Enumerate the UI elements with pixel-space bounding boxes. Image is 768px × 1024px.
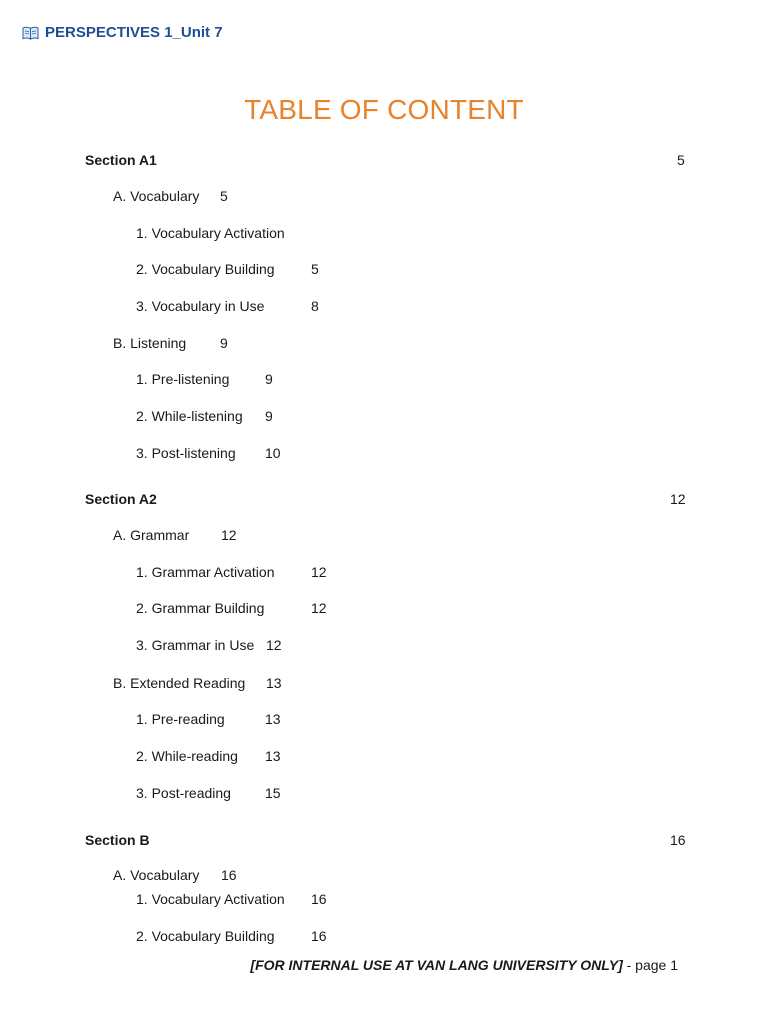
toc-page-number: 16 bbox=[311, 928, 327, 944]
toc-page-number: 5 bbox=[677, 152, 685, 168]
toc-label: A. Grammar bbox=[113, 527, 190, 543]
toc-label: 3. Post-reading bbox=[136, 785, 231, 801]
page-footer bbox=[0, 957, 678, 973]
toc-label: 2. Grammar Building bbox=[136, 600, 265, 616]
toc-label: 2. Vocabulary Building bbox=[136, 928, 275, 944]
toc-page-number: 13 bbox=[265, 711, 281, 727]
footer-notice: [FOR INTERNAL USE AT VAN LANG UNIVERSITY ONLY] bbox=[250, 957, 623, 973]
toc-page-number: 16 bbox=[670, 832, 686, 848]
toc-label: B. Listening bbox=[113, 335, 187, 351]
toc-page-number: 9 bbox=[265, 371, 273, 387]
toc-page-number: 8 bbox=[311, 298, 319, 314]
toc-page-number: 12 bbox=[266, 637, 282, 653]
toc-label: Section B bbox=[85, 832, 150, 848]
toc-page-number: 5 bbox=[220, 188, 228, 204]
toc-page-number: 12 bbox=[311, 564, 327, 580]
toc-label: 3. Vocabulary in Use bbox=[136, 298, 265, 314]
toc-page-number: 9 bbox=[220, 335, 228, 351]
toc-label: 1. Vocabulary Activation bbox=[136, 225, 285, 241]
footer-page-number: - page 1 bbox=[622, 957, 678, 973]
toc-label: 3. Post-listening bbox=[136, 445, 236, 461]
toc-label: A. Vocabulary bbox=[113, 867, 200, 883]
toc-label: Section A1 bbox=[85, 152, 157, 168]
toc-page-number: 10 bbox=[265, 445, 281, 461]
toc-page-number: 12 bbox=[221, 527, 237, 543]
toc-page-number: 12 bbox=[670, 491, 686, 507]
header-title: PERSPECTIVES 1_Unit 7 bbox=[45, 24, 223, 41]
toc-label: 1. Pre-reading bbox=[136, 711, 225, 727]
toc-label: 2. While-reading bbox=[136, 748, 238, 764]
toc-page-number: 5 bbox=[311, 261, 319, 277]
toc-label: 1. Pre-listening bbox=[136, 371, 230, 387]
toc-label: 1. Grammar Activation bbox=[136, 564, 275, 580]
toc-label: 2. Vocabulary Building bbox=[136, 261, 275, 277]
toc-label: 3. Grammar in Use bbox=[136, 637, 255, 653]
toc-label: A. Vocabulary bbox=[113, 188, 200, 204]
toc-label: Section A2 bbox=[85, 491, 157, 507]
toc-page-number: 13 bbox=[265, 748, 281, 764]
toc-page-number: 13 bbox=[266, 675, 282, 691]
toc-page-number: 12 bbox=[311, 600, 327, 616]
toc-label: B. Extended Reading bbox=[113, 675, 246, 691]
toc-label: 2. While-listening bbox=[136, 408, 243, 424]
toc-page-number: 16 bbox=[311, 891, 327, 907]
toc-label: 1. Vocabulary Activation bbox=[136, 891, 285, 907]
toc-page-number: 15 bbox=[265, 785, 281, 801]
page-title: TABLE OF CONTENT bbox=[244, 94, 524, 125]
toc-page-number: 16 bbox=[221, 867, 237, 883]
toc-page-number: 9 bbox=[265, 408, 273, 424]
